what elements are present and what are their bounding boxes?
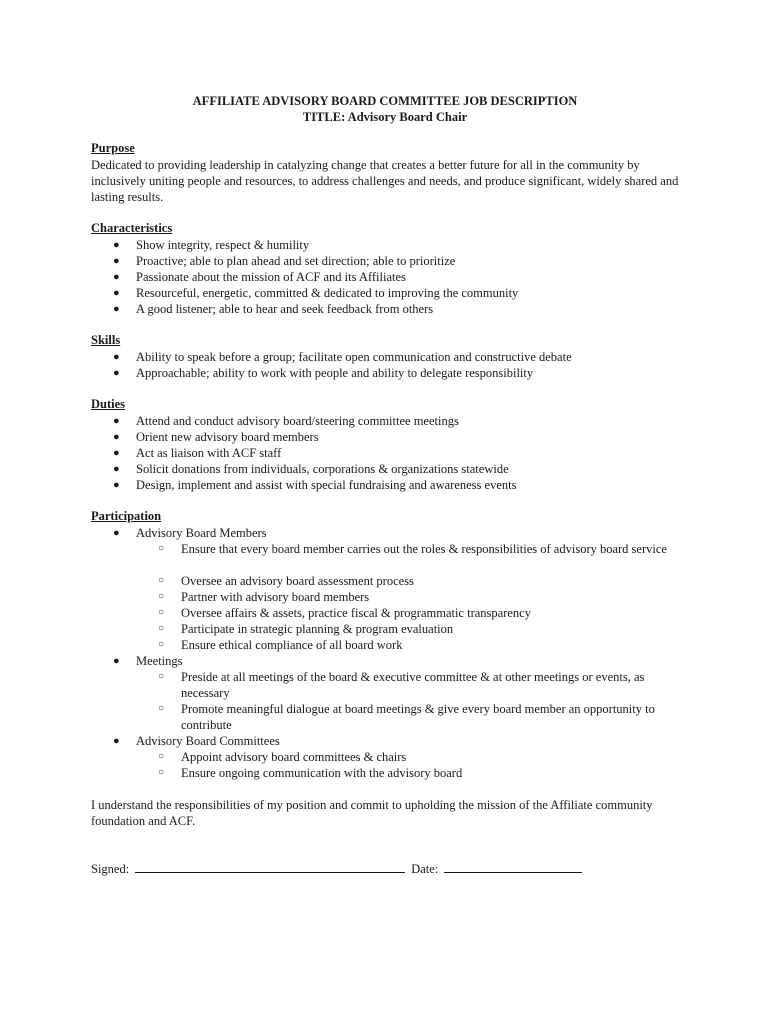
bullet-icon: ● bbox=[113, 287, 120, 299]
list-item: Design, implement and assist with special fundraising and awareness events bbox=[136, 478, 517, 492]
sub-list-item: Ensure ethical compliance of all board work bbox=[181, 638, 403, 652]
bullet-icon: ● bbox=[113, 447, 120, 459]
commitment-text: I understand the responsibilities of my position and commit to upholding the mission of the Affiliate community foundation and ACF. bbox=[91, 798, 653, 828]
list-item: Passionate about the mission of ACF and its Affiliates bbox=[136, 270, 406, 284]
circle-bullet-icon: ○ bbox=[158, 703, 165, 714]
circle-bullet-icon: ○ bbox=[158, 575, 165, 586]
bullet-icon: ● bbox=[113, 351, 120, 363]
signature-line[interactable] bbox=[135, 862, 405, 873]
list-item: Proactive; able to plan ahead and set direction; able to prioritize bbox=[136, 254, 456, 268]
list-item: Approachable; ability to work with people and ability to delegate responsibility bbox=[136, 366, 534, 380]
sub-list-item: Oversee an advisory board assessment process bbox=[181, 574, 414, 588]
list-item: Orient new advisory board members bbox=[136, 430, 319, 444]
characteristics-heading: Characteristics bbox=[91, 221, 173, 235]
list-item: Ability to speak before a group; facilitate open communication and constructive debate bbox=[136, 350, 572, 364]
sub-list-item: Appoint advisory board committees & chairs bbox=[181, 750, 407, 764]
list-item: Resourceful, energetic, committed & dedicated to improving the community bbox=[136, 286, 519, 300]
signature-row bbox=[91, 862, 582, 877]
circle-bullet-icon: ○ bbox=[158, 671, 165, 682]
date-line[interactable] bbox=[444, 862, 582, 873]
circle-bullet-icon: ○ bbox=[158, 543, 165, 554]
list-item: Act as liaison with ACF staff bbox=[136, 446, 282, 460]
participation-group-label: Meetings bbox=[136, 654, 183, 668]
bullet-icon: ● bbox=[113, 655, 120, 667]
duties-heading: Duties bbox=[91, 397, 126, 411]
list-item: Attend and conduct advisory board/steering committee meetings bbox=[136, 414, 459, 428]
list-item: Solicit donations from individuals, corporations & organizations statewide bbox=[136, 462, 509, 476]
bullet-icon: ● bbox=[113, 367, 120, 379]
bullet-icon: ● bbox=[113, 239, 120, 251]
bullet-icon: ● bbox=[113, 431, 120, 443]
sub-list-item: Participate in strategic planning & program evaluation bbox=[181, 622, 454, 636]
signed-label: Signed: bbox=[91, 862, 130, 876]
bullet-icon: ● bbox=[113, 735, 120, 747]
document-subtitle: TITLE: Advisory Board Chair bbox=[302, 110, 468, 124]
purpose-text: Dedicated to providing leadership in catalyzing change that creates a better future for all in the community by inclusively uniting people and resources, to address challenges and needs, and produce significant, widely shared and lasting results. bbox=[91, 158, 679, 204]
participation-heading: Participation bbox=[91, 509, 162, 523]
bullet-icon: ● bbox=[113, 463, 120, 475]
sub-list-item: Ensure ongoing communication with the advisory board bbox=[181, 766, 463, 780]
document-title: AFFILIATE ADVISORY BOARD COMMITTEE JOB DESCRIPTION bbox=[192, 94, 578, 108]
list-item: A good listener; able to hear and seek feedback from others bbox=[136, 302, 434, 316]
sub-list-item: Oversee affairs & assets, practice fiscal & programmatic transparency bbox=[181, 606, 531, 620]
skills-heading: Skills bbox=[91, 333, 121, 347]
bullet-icon: ● bbox=[113, 527, 120, 539]
circle-bullet-icon: ○ bbox=[158, 751, 165, 762]
purpose-heading: Purpose bbox=[91, 141, 135, 155]
date-label: Date: bbox=[411, 862, 439, 876]
sub-list-item: Ensure that every board member carries out the roles & responsibilities of advisory board service bbox=[181, 542, 667, 556]
bullet-icon: ● bbox=[113, 271, 120, 283]
bullet-icon: ● bbox=[113, 479, 120, 491]
sub-list-item: Partner with advisory board members bbox=[181, 590, 370, 604]
sub-list-item: Promote meaningful dialogue at board meetings & give every board member an opportunity to contribute bbox=[181, 702, 655, 732]
participation-group-label: Advisory Board Committees bbox=[136, 734, 280, 748]
bullet-icon: ● bbox=[113, 255, 120, 267]
sub-list-item: Preside at all meetings of the board & executive committee & at other meetings or events, as necessary bbox=[181, 670, 645, 700]
list-item: Show integrity, respect & humility bbox=[136, 238, 310, 252]
circle-bullet-icon: ○ bbox=[158, 767, 165, 778]
bullet-icon: ● bbox=[113, 415, 120, 427]
circle-bullet-icon: ○ bbox=[158, 623, 165, 634]
circle-bullet-icon: ○ bbox=[158, 639, 165, 650]
circle-bullet-icon: ○ bbox=[158, 607, 165, 618]
circle-bullet-icon: ○ bbox=[158, 591, 165, 602]
bullet-icon: ● bbox=[113, 303, 120, 315]
participation-group-label: Advisory Board Members bbox=[136, 526, 267, 540]
